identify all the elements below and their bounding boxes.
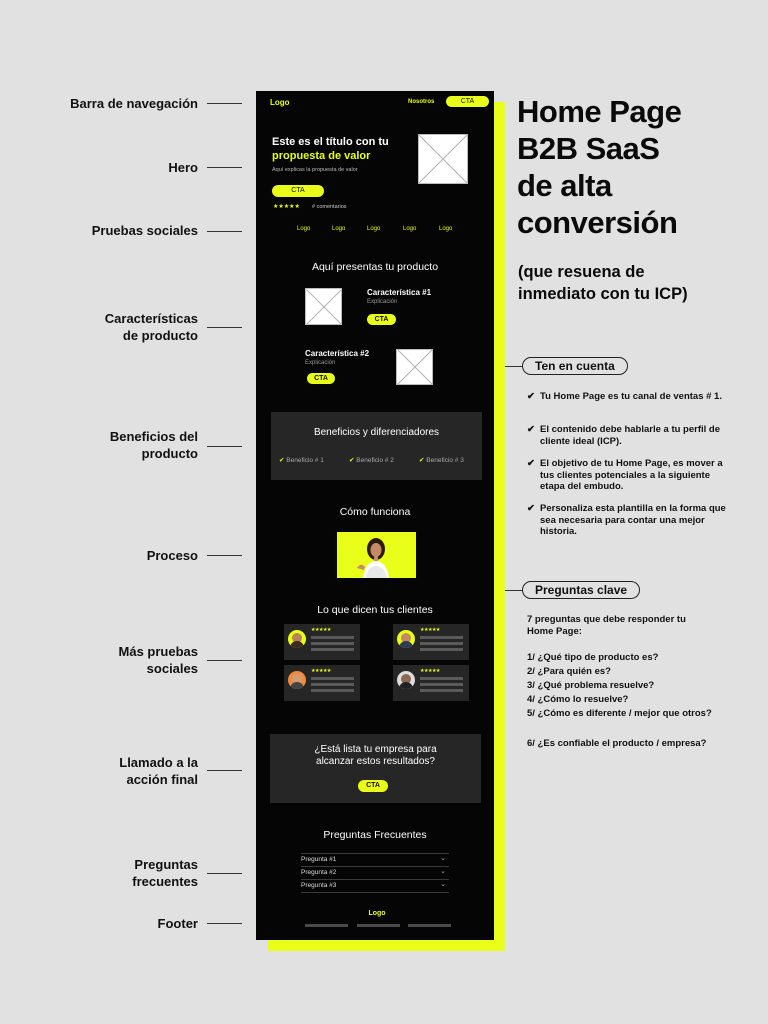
image-placeholder-icon: [418, 134, 468, 184]
avatar: [397, 630, 415, 648]
benefits-section: [271, 412, 482, 480]
star-icon: ★★★★★: [311, 627, 331, 633]
faq-item[interactable]: Pregunta #2 ⌄: [301, 866, 449, 879]
text-line: [311, 636, 354, 639]
label-faq: Preguntas frecuentes: [132, 857, 198, 889]
questions-badge: Preguntas clave: [522, 581, 640, 599]
label-connector: [207, 923, 242, 924]
nav-logo[interactable]: Logo: [270, 98, 290, 107]
label-hero: Hero: [168, 160, 198, 175]
person-image: [337, 532, 416, 578]
tip-item: ✔ El contenido debe hablarle a tu perfil de cliente ideal (ICP).: [527, 424, 721, 447]
benefits-title: Beneficios y diferenciadores: [313, 427, 440, 438]
check-icon: ✔: [419, 457, 425, 464]
process-video[interactable]: [337, 532, 416, 578]
question-item: 1/ ¿Qué tipo de producto es?: [527, 652, 659, 663]
feature-1-cta-button[interactable]: CTA: [367, 314, 396, 325]
avatar: [397, 671, 415, 689]
feature-1-title: Característica #1: [367, 288, 432, 297]
text-line: [420, 689, 463, 692]
text-line: [311, 683, 354, 686]
text-line: [420, 636, 463, 639]
image-placeholder-icon: [396, 349, 433, 385]
page-title: Home Page B2B SaaS de alta conversión: [517, 94, 682, 240]
feature-2-title: Característica #2: [305, 349, 370, 358]
testimonial-card: [284, 624, 360, 660]
footer-logo[interactable]: Logo: [368, 910, 386, 917]
text-line: [420, 642, 463, 645]
label-connector: [207, 555, 242, 556]
tip-item: ✔ El objetivo de tu Home Page, es mover a tus clientes potenciales a la siguiente etapa del embudo.: [527, 458, 723, 492]
faq-title: Preguntas Frecuentes: [323, 829, 427, 841]
tip-item: ✔ Tu Home Page es tu canal de ventas # 1.: [527, 391, 722, 402]
question-item: 5/ ¿Cómo es diferente / mejor que otros?: [527, 708, 712, 719]
testimonial-card: [393, 624, 469, 660]
label-footer: Footer: [157, 916, 198, 931]
homepage-mockup: [256, 91, 494, 940]
label-features: Características de producto: [104, 311, 198, 343]
final-cta-button[interactable]: CTA: [358, 780, 388, 792]
check-icon: ✔: [527, 424, 535, 435]
check-icon: ✔: [279, 457, 285, 464]
text-line: [420, 683, 463, 686]
questions-intro: 7 preguntas que debe responder tu Home Page:: [527, 614, 686, 637]
chevron-down-icon: ⌄: [440, 855, 446, 862]
faq-item[interactable]: Pregunta #1 ⌄: [301, 853, 449, 866]
chevron-down-icon: ⌄: [440, 881, 446, 888]
label-more-social-proof: Más pruebas sociales: [118, 644, 198, 676]
label-final-cta: Llamado a la acción final: [119, 755, 198, 787]
testimonials-title: Lo que dicen tus clientes: [317, 604, 433, 616]
footer-link[interactable]: [357, 924, 400, 927]
product-section-title: Aquí presentas tu producto: [311, 261, 439, 273]
hero-title-main: Este es el título con tu: [272, 136, 389, 148]
text-line: [420, 648, 463, 651]
label-connector: [207, 103, 242, 104]
hero-reviews: # comentarios: [312, 204, 347, 210]
client-logo: Logo: [297, 226, 311, 232]
client-logo: Logo: [367, 226, 381, 232]
tip-item: ✔ Personaliza esta plantilla en la forma que sea necesaria para contar una mejor historia.: [527, 503, 726, 537]
feature-2-desc: Explicación: [305, 360, 336, 366]
star-icon: ★★★★★: [420, 627, 440, 633]
text-line: [420, 677, 463, 680]
hero-title-highlight: propuesta de valor: [272, 150, 371, 162]
question-item: 4/ ¿Cómo lo resuelve?: [527, 694, 629, 705]
text-line: [311, 648, 354, 651]
question-item: 6/ ¿Es confiable el producto / empresa?: [527, 738, 707, 749]
client-logo: Logo: [403, 226, 417, 232]
hero-subtitle: Aquí explicas la propuesta de valor: [272, 167, 358, 173]
image-placeholder-icon: [305, 288, 342, 325]
benefit-item: ✔ Beneficio # 2: [349, 457, 394, 464]
footer-link[interactable]: [408, 924, 451, 927]
text-line: [311, 642, 354, 645]
check-icon: ✔: [349, 457, 355, 464]
label-navbar: Barra de navegación: [70, 96, 198, 111]
label-connector: [207, 167, 242, 168]
avatar: [288, 630, 306, 648]
tips-badge: Ten en cuenta: [522, 357, 628, 375]
benefit-item: ✔ Beneficio # 1: [279, 457, 324, 464]
question-item: 2/ ¿Para quién es?: [527, 666, 611, 677]
label-connector: [207, 873, 242, 874]
footer-link[interactable]: [305, 924, 348, 927]
client-logo: Logo: [332, 226, 346, 232]
page-subtitle: (que resuena de inmediato con tu ICP): [518, 263, 688, 303]
feature-1-desc: Explicación: [367, 299, 398, 305]
check-icon: ✔: [527, 391, 535, 402]
text-line: [311, 677, 354, 680]
star-icon: ★★★★★: [273, 204, 300, 210]
hero-title: [272, 135, 389, 163]
process-title: Cómo funciona: [339, 506, 411, 518]
final-cta-title: ¿Está lista tu empresa para alcanzar estos resultados?: [314, 744, 437, 767]
text-line: [311, 689, 354, 692]
client-logo: Logo: [439, 226, 453, 232]
nav-cta-button[interactable]: CTA: [446, 96, 489, 107]
hero-cta-button[interactable]: CTA: [272, 185, 324, 197]
star-icon: ★★★★★: [420, 668, 440, 674]
avatar: [288, 671, 306, 689]
nav-link-nosotros[interactable]: Nosotros: [408, 99, 435, 105]
final-cta-section: [270, 734, 481, 803]
chevron-down-icon: ⌄: [440, 868, 446, 875]
label-process: Proceso: [146, 548, 198, 563]
check-icon: ✔: [527, 458, 535, 469]
feature-2-cta-button[interactable]: CTA: [307, 373, 335, 384]
question-item: 3/ ¿Qué problema resuelve?: [527, 680, 655, 691]
check-icon: ✔: [527, 503, 535, 514]
label-connector: [207, 327, 242, 328]
label-connector: [207, 660, 242, 661]
label-connector: [207, 446, 242, 447]
faq-item[interactable]: Pregunta #3 ⌄: [301, 879, 449, 893]
testimonial-card: [284, 665, 360, 701]
benefit-item: ✔ Beneficio # 3: [419, 457, 464, 464]
label-social-proof: Pruebas sociales: [91, 223, 198, 238]
star-icon: ★★★★★: [311, 668, 331, 674]
label-connector: [207, 231, 242, 232]
label-benefits: Beneficios del producto: [109, 429, 198, 461]
testimonial-card: [393, 665, 469, 701]
label-connector: [207, 770, 242, 771]
